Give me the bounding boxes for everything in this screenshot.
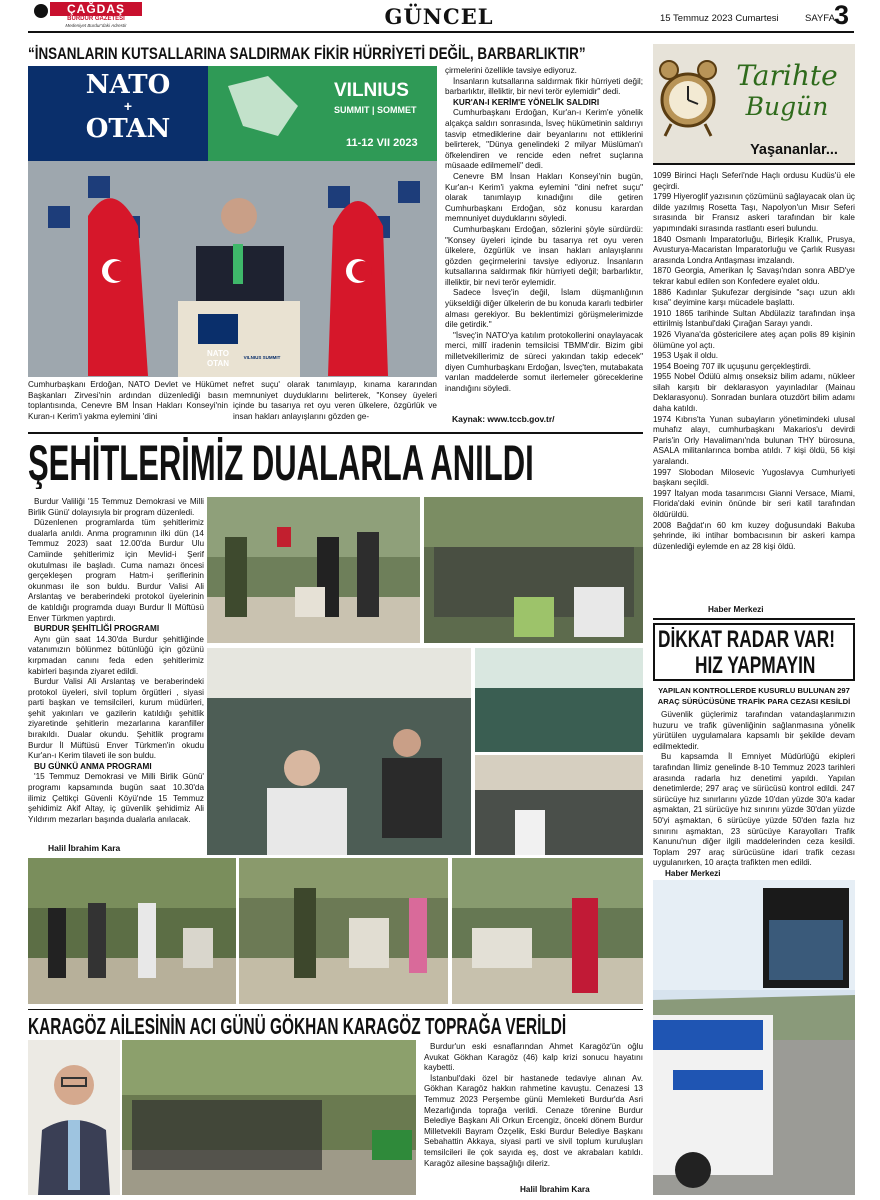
- nato-caption-col1: Cumhurbaşkanı Erdoğan, NATO Devlet ve Hükümet Başkanları Zirvesi'nin ardından düzenlediği basın toplantısında, Cenevre BM İnsan Hakları Konseyi'nin Kuran-ı Kerim'i yakma eylemini 'dini: [28, 380, 228, 421]
- logo-tagline: Medeniyet Burdur'daki Adrestir: [65, 23, 127, 28]
- martyrs-para-2: Düzenlenen programlarda tüm şehitlerimiz dualarla anıldı. Anma programının ilki dün (14 Temmuz 2023) saat 12.00'da Burdur Ulu Camiinde şehitlerimiz için Mevlid-i Şerif okutulması ile başladı. Cuma namazı öncesi gerçekleşen program Hatm-i şeriflerinin okunması ile son buldu. Burdur Valisi Ali Arslantaş ve beraberindeki protokol üyelerinin de katıldığı programda duayı Burdur İl Müftüsü Enver Türkmen yaptırdı.: [28, 518, 204, 623]
- radar-para-1: Güvenlik güçlerimiz tarafından vatandaşlarımızın huzuru ve trafik güvenliğinin sağlanmasına yönelik yürütülen uygulamalara kapsamlı bir şekilde devam edilmektedir.: [653, 710, 855, 751]
- mosque-hall-photo: [475, 648, 643, 752]
- nato-source-link[interactable]: Kaynak: www.tccb.gov.tr/: [452, 414, 555, 424]
- backdrop-plus-label: +: [123, 98, 133, 114]
- nato-body-para-6: Sadece İsveç'in değil, İslam düşmanlığının yükseldiği diğer ülkelerin de bu konuda kararlı tedbirler alması gerekiyor. Bu beklentimizi görüşmelerimizde dile getirdik.": [445, 288, 643, 330]
- logo-emblem-icon: [34, 4, 48, 18]
- history-title-2: Bugün: [745, 92, 829, 121]
- history-header-box: [653, 44, 855, 165]
- radar-headline-1: DİKKAT RADAR VAR!: [658, 627, 835, 653]
- history-bottom-rule: [653, 618, 855, 620]
- martyrs-para-4: Burdur Valisi Ali Arslantaş ve beraberindeki protokol üyeleri, sivil toplum örgütleri , siyasi parti başkan ve temsilcileri, kurum müdürleri, şehit yakınları ve gazilerin katıldığı şehitlik ziyaretinde şehitlerin mezarlarına karanfiller bırakıldı. Dualar okundu. Şehitlik programı Burdur İl Müftüsü Enver Türkmen'in okudu Kur'an-ı Kerim tilaveti ile son buldu.: [28, 677, 204, 761]
- radar-para-2: Bu kapsamda İl Emniyet Müdürlüğü ekipleri tarafından İlimiz genelinde 8-10 Temmuz 2023 tarihleri arasında radarla hız denetimi yapıldı. Yapılan denetimlerde; 297 araç ve sürücüsü kontrol edildi. 247 sürücüye hız sınırlarını yüzde 10'dan yüzde 30'a kadar aşmaktan, 21 sürücüye hız sınırını yüzde 30'dan yüzde 50'yi aşmaktan, 6 sürücüye yüzde 50'den fazla hız sınırını aşmaktan, 23 sürücüye Karayolları Trafik Kanunu'nun diğer ilgili maddelerinden ceza kesildi. Toplam 297 araç sürücüsüne idari trafik cezası uygulanırken, 10 araçta trafikten men edildi.: [653, 752, 855, 868]
- martyrs-para-5: '15 Temmuz Demokrasi ve Milli Birlik Günü' programı kapsamında bugün saat 10.30'da ilimiz Çeltikçi Güvenli Köyü'nde 15 Temmuz şehidimiz Akif Altay, iç güvenlik şehidimiz Ali Yıldırım mezarları başında dualarla anılacak.: [28, 772, 204, 824]
- woman-graveside-photo: [452, 858, 643, 1004]
- governor-grave-photo: [239, 858, 448, 1004]
- history-entry: 1799 Hiyeroglif yazısının çözümünü sağlayacak olan üç dilde yazılmış Rosetta Taşı, Napolyon'un Mısır Seferi sırasında bir Fransız askeri tarafından bir kale yapımındaki sırasında rastlantı eseri bulundu.: [653, 192, 855, 233]
- podium-vilnius-label: VILNIUS SUMMIT: [243, 355, 281, 360]
- martyrs-subhead-2: BU GÜNKÜ ANMA PROGRAMI: [34, 761, 152, 771]
- history-entry: 1910 1865 tarihinde Sultan Abdülaziz tarafından inşa ettirilmiş İstanbul'daki Çırağan Sarayı yandı.: [653, 308, 855, 329]
- nato-body-para-7: "İsveç'in NATO'ya katılım protokollerini onaylayacak merci, millî iradenin temsilcisi TBMM'dir. Bizim gibi milletvekillerimiz de süreci yakından takip edecek" diyen Cumhurbaşkanı Erdoğan, İsveç'ten, mutabakata varılan maddelerde somut ilerlemeler göreceklerine inandığını söyledi.: [445, 330, 643, 393]
- funeral-byline: Halil İbrahim Kara: [520, 1185, 590, 1194]
- funeral-para-2: İstanbul'daki özel bir hastanede tedaviye alınan Av. Gökhan Karagöz hakkın rahmetine kavuştu. Cenazesi 13 Temmuz 2023 Perşembe günü Memleketi Burdur'da Asri Mezarlığında toprağa verildi. Cenaze törenine Burdur Belediye Başkanı Ali Orkun Ercengiz, önceki dönem Burdur Milletvekili Bayram Özçelik, Eski Burdur Belediye Başkanı Sebahattin Akkaya, siyasi parti ve sivil toplum kuruluşları temsilcileri ile çok sayıda eş, dost ve akrabaları katıldı. Karagöz ailesine başsağlığı dileriz.: [424, 1073, 643, 1168]
- clock-icon: [657, 52, 719, 138]
- newspaper-logo[interactable]: [34, 2, 142, 28]
- section-title: GÜNCEL: [384, 4, 494, 29]
- issue-date: 15 Temmuz 2023 Cumartesi: [660, 13, 779, 24]
- history-entry: 1997 İtalyan moda tasarımcısı Gianni Versace, Miami, Florida'daki evinin önünde bir seri katil tarafından öldürüldü.: [653, 488, 855, 519]
- backdrop-vilnius-label: VILNIUS: [334, 80, 409, 101]
- history-entry: 1926 Viyana'da göstericilere ateş açan polis 89 kişinin ölümüne yol açtı.: [653, 329, 855, 350]
- radar-source: Haber Merkezi: [665, 869, 721, 878]
- page-label: SAYFA: [805, 13, 835, 24]
- funeral-para-1: Burdur'un eski esnaflarından Ahmet Karagöz'ün oğlu Avukat Gökhan Karagöz (46) kalp krizi sonucu hayatını kaybetti.: [424, 1042, 643, 1073]
- radar-deck: YAPILAN KONTROLLERDE KUSURLU BULUNAN 297 ARAÇ SÜRÜCÜSÜNE TRAFİK PARA CEZASI KESİLDİ: [657, 686, 851, 706]
- history-entry: 1840 Osmanlı İmparatorluğu, Birleşik Krallık, Prusya, Avusturya-Macaristan İmparatorluğu ve Çarlık Rusyası arasında Londra Antlaşması imzalandı.: [653, 234, 855, 265]
- martyrs-byline: Halil İbrahim Kara: [48, 843, 121, 853]
- radar-headline-box: [653, 623, 855, 681]
- history-title-1: Tarihte: [736, 59, 838, 92]
- history-entry: 1953 Uşak il oldu.: [653, 351, 719, 361]
- funeral-body-column: [424, 1042, 643, 1184]
- history-entry: 1870 Georgia, Amerikan İç Savaşı'ndan sonra ABD'ye tekrar kabul edilen son Konfedere eyalet oldu.: [653, 266, 855, 286]
- nato-body-para-2: İnsanların kutsallarına saldırmak fikir hürriyeti değil; barbarlıktır, illeliktir, bir nevi terör eylemidir" dedi.: [445, 76, 643, 97]
- nato-summit-photo: [28, 66, 437, 377]
- portrait-photo: [28, 1040, 120, 1195]
- history-entry: 2008 Bağdat'ın 60 km kuzey doğusundaki Bakuba şehrinde, iki intihar bombacısının bir askeri kampa düzenlediği eylemde en az 28 kişi öldü.: [653, 520, 855, 551]
- history-entry: 1954 Boeing 707 ilk uçuşunu gerçekleştirdi.: [653, 361, 811, 371]
- history-entry: 1955 Nobel Ödülü almış onseksiz bilim adamı, nükleer silah karşıtı bir deklarasyon yayınladılar (Mainau Deklarasyonu). Sonradan bunlara otuzdört bilim adamı daha katıldı.: [653, 372, 855, 414]
- funeral-crowd-photo: [122, 1040, 416, 1195]
- backdrop-dates-label: 11-12 VII 2023: [346, 137, 418, 149]
- martyrs-para-3: Aynı gün saat 14.30'da Burdur şehitliğinde vatanımızın bölünmez bütünlüğü için gözünü kırpmadan canını feda eden şehitlerimiz kabirleri başında ziyaret edildi.: [28, 634, 204, 676]
- police-car-photo: [653, 880, 855, 1195]
- history-entry: 1886 Kadınlar Şukufezar dergisinde "saçı uzun aklı kısa" deyimine karşı mücadele başlattı.: [653, 287, 855, 308]
- funeral-headline: KARAGÖZ AİLESİNİN ACI GÜNÜ GÖKHAN KARAGÖZ TOPRAĞA VERİLDİ: [28, 1013, 567, 1039]
- logo-wordmark: ÇAĞDAŞ: [50, 2, 142, 16]
- history-entry: 1974 Kıbrıs'ta Yunan subayların yönetimindeki ulusal muhafız alayı, cumhurbaşkanı Makarios'u devirdi Paris'in Orly Havalimanı'nda bulunan THY bürosuna, ASALA militanlarınca bomba atıldı. 7 kişi öldü, 56 kişi yaralandı.: [653, 414, 855, 467]
- nato-body-para-3: Cumhurbaşkanı Erdoğan, Kur'an-ı Kerim'e yönelik alçakça saldırı sonrasında, İsveç hükümetinin saldırıyı tasvip etmediklerine dair beyanlarını not ettiklerini belirterek, "Dünya genelindeki 2 milyar Müslüman'ı öfkelendiren ve rencide eden nefret suçlarına müsaade edilmemeli" dedi.: [445, 108, 643, 171]
- history-subtitle: Yaşananlar...: [750, 142, 838, 158]
- podium-otan-label: OTAN: [206, 359, 230, 368]
- masthead-rule: [28, 31, 854, 33]
- backdrop-otan-label: OTAN: [85, 114, 171, 144]
- radar-headline-2: HIZ YAPMAYIN: [695, 653, 816, 679]
- cemetery-prayer-photo: [424, 497, 643, 643]
- history-source: Haber Merkezi: [708, 605, 764, 614]
- backdrop-nato-label: NATO: [85, 70, 171, 100]
- nato-body-para-5: Cumhurbaşkanı Erdoğan, sözlerini şöyle sürdürdü: "Konsey üyeleri içinde bu tasarıya ret oyu veren ülkelere, özgürlük ve insan hakları anlayışlarını gözden geçirmelerini tavsiye ediyoruz. İnsanların kutsallarına saldırmak fikir hürriyeti değil; barbarlıktır, illeliktir, bir nevi terör eylemidir.: [445, 224, 643, 287]
- podium-nato-label: NATO: [207, 349, 229, 358]
- logo-subtitle: BURDUR GAZETESİ: [67, 16, 125, 22]
- history-entry: 1997 Slobodan Milosevic Yugoslavya Cumhuriyeti başkanı seçildi.: [653, 467, 855, 488]
- nato-subhead: KUR'AN-I KERİM'E YÖNELİK SALDIRI: [453, 97, 600, 107]
- mosque-congregation-photo: [475, 755, 643, 855]
- backdrop-summit-label: SUMMIT | SOMMET: [334, 105, 417, 115]
- nato-headline: “İNSANLARIN KUTSALLARINA SALDIRMAK FİKİR HÜRRİYETİ DEĞİL, BARBARLIKTIR”: [28, 44, 586, 63]
- graves-flowers-photo: [28, 858, 236, 1004]
- mosque-prayer-photo: [207, 648, 471, 855]
- funeral-top-rule: [28, 1009, 643, 1010]
- martyrs-headline: ŞEHİTLERİMİZ DUALARLA ANILDI: [28, 437, 534, 489]
- martyrs-subhead-1: BURDUR ŞEHİTLİĞİ PROGRAMI: [34, 624, 160, 634]
- nato-body-para-4: Cenevre BM İnsan Hakları Konseyi'nin bugün, Kur'an-ı Kerim'i yakma eylemini "dini nefret suçu" olarak tanımlayıp kınadığını dile getiren Cumhurbaşkanı Erdoğan, söz konusu karardan memnuniyet duyduklarını söyledi.: [445, 171, 643, 224]
- nato-body-column: [445, 66, 643, 418]
- history-entries: [653, 171, 855, 603]
- martyrs-body-column: [28, 497, 204, 841]
- cemetery-officials-photo: [207, 497, 420, 643]
- page-number: 3: [834, 0, 850, 30]
- nato-bottom-rule: [28, 432, 643, 434]
- radar-body-column: [653, 710, 855, 868]
- history-entry: 1099 Birinci Haçlı Seferi'nde Haçlı ordusu Kudüs'ü ele geçirdi.: [653, 171, 855, 191]
- martyrs-para-1: Burdur Valiliği '15 Temmuz Demokrasi ve Milli Birlik Günü' dolayısıyla bir program düzenledi.: [28, 497, 204, 517]
- nato-body-para-1: çirmelerini özellikle tavsiye ediyoruz.: [445, 66, 577, 75]
- nato-caption-col2: nefret suçu' olarak tanımlayıp, kınama kararından memnuniyet duyduklarını belirterek, "Konsey üyeleri içinde bu tasarıya ret oyu veren ülkelere, özgürlük ve insan hakları anlayışlarını gözden ge-: [233, 380, 437, 421]
- masthead: [0, 0, 880, 38]
